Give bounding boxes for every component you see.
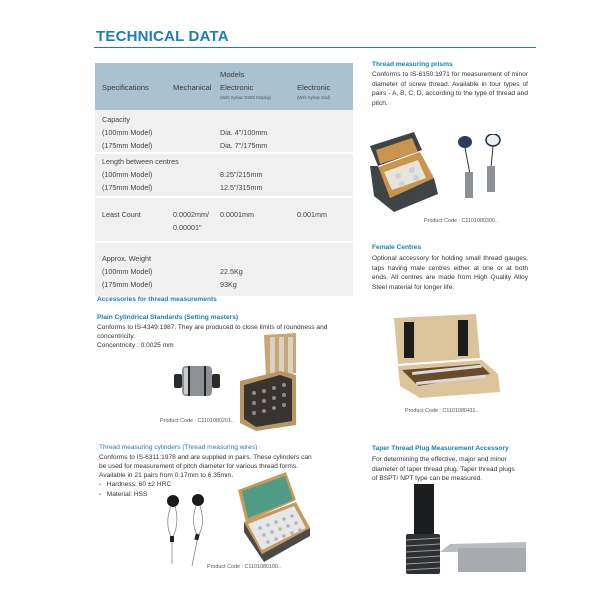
thread-cylinders-line2: be used for measurement of pitch diameter for various thread forms.: [99, 463, 299, 470]
capacity-value-175: Dia. 7"/175mm: [220, 141, 268, 150]
thread-cylinders-line1: Conforms to IS-6311:1978 and are supplied in pairs. These cylinders can: [99, 454, 312, 461]
prisms-box-image: [368, 126, 446, 212]
taper-plug-text: For determining the effective, major and minor diameter of taper thread plug. Taper thread plugs of BSPT/ NPT type can be measured.: [372, 456, 515, 482]
mechanical-header: Mechanical: [173, 83, 212, 92]
thread-cylinders-bullet-material: • Material: HSS: [99, 491, 147, 498]
thread-cylinders-bullet-hardness: • Hardness: 60 ±2 HRC: [99, 481, 171, 488]
thread-wires-box-image: [236, 470, 312, 562]
setting-masters-box-image: [236, 333, 300, 433]
weight-value-175: 93Kg: [220, 280, 237, 289]
electronic-1-header: Electronic: [220, 83, 254, 92]
length-model-175: (175mm Model): [102, 183, 153, 192]
capacity-value-100: Dia. 4"/100mm: [220, 128, 268, 137]
thread-cylinders-line3: Available in 21 pairs from 0.17mm to 6.35mm.: [99, 472, 234, 479]
length-section: [95, 154, 353, 198]
spec-table-header: [95, 63, 353, 110]
female-centres-product-code: Product Code : C1101080411..: [405, 408, 479, 414]
weight-label: Approx. Weight: [102, 254, 152, 263]
taper-plug-title: Taper Thread Plug Measurement Accessory: [372, 445, 509, 452]
title-divider: [94, 47, 536, 48]
prisms-title: Thread measuring prisms: [372, 61, 453, 68]
length-label: Length between centres: [102, 157, 179, 166]
spec-table: [95, 63, 353, 296]
accessories-heading: Accessories for thread measurements: [97, 296, 217, 303]
taper-plug-image: [402, 484, 528, 574]
female-centres-text: Optional accessory for holding small thread gauges, taps having male centres either at one or at both ends. All centres are made from High Quality Alloy Steel material for longer life.: [372, 255, 528, 291]
least-count-section: [95, 198, 353, 243]
capacity-model-175: (175mm Model): [102, 141, 153, 150]
electronic-2-header: Electronic: [297, 83, 331, 92]
capacity-model-100: (100mm Model): [102, 128, 153, 137]
weight-value-100: 22.5Kg: [220, 267, 243, 276]
plain-cylindrical-line1: Conforms to IS-4349:1987. They are produced to close limits of roundness and: [97, 324, 328, 331]
female-centres-title: Female Centres: [372, 244, 422, 251]
capacity-label: Capacity: [102, 115, 130, 124]
weight-model-175: (175mm Model): [102, 280, 153, 289]
thread-wires-image: [160, 494, 210, 570]
thread-cylinders-title: Thread measuring cylinders (Thread measuring wires): [99, 444, 258, 451]
setting-master-image: [172, 362, 222, 400]
length-value-175: 12.5"/315mm: [220, 183, 263, 192]
thread-cylinders-product-code: Product Code : C1101080100..: [207, 564, 281, 570]
length-value-100: 8.25"/215mm: [220, 170, 263, 179]
plain-cylindrical-product-code: Product Code : C1101080201..: [160, 418, 234, 424]
prisms-pair-image: [456, 134, 506, 204]
plain-cylindrical-line3: Concentricity : 0.0025 mm: [97, 342, 174, 349]
plain-cylindrical-title: Plain Cylindrical Standards (Setting masters): [97, 314, 239, 321]
length-model-100: (100mm Model): [102, 170, 153, 179]
least-count-electronic-1: 0.0001mm: [220, 210, 254, 219]
models-header: Models: [220, 70, 245, 79]
least-count-electronic-2: 0.001mm: [297, 210, 327, 219]
plain-cylindrical-line2: concentricity.: [97, 333, 135, 340]
electronic-2-note: (With Sylvac Dial): [297, 95, 331, 100]
prisms-product-code: Product Code : C1101080300..: [424, 218, 498, 224]
prisms-text: Conforms to IS-6150:1971 for measurement of minor diameter of screw thread. Available in four types of pairs - A, B, C, D, according to the type of thread and pitch.: [372, 71, 528, 107]
capacity-section: [95, 110, 353, 154]
page-title: TECHNICAL DATA: [96, 28, 229, 45]
electronic-1-note: (With Sylvac D50S Display): [220, 95, 272, 100]
female-centres-box-image: [390, 312, 502, 398]
least-count-mechanical-2: 0.00001": [173, 223, 202, 232]
weight-model-100: (100mm Model): [102, 267, 153, 276]
least-count-mechanical-1: 0.0002mm/: [173, 210, 209, 219]
weight-section: [95, 243, 353, 296]
least-count-label: Least Count: [102, 210, 141, 219]
specifications-header: Specifications: [102, 83, 149, 92]
